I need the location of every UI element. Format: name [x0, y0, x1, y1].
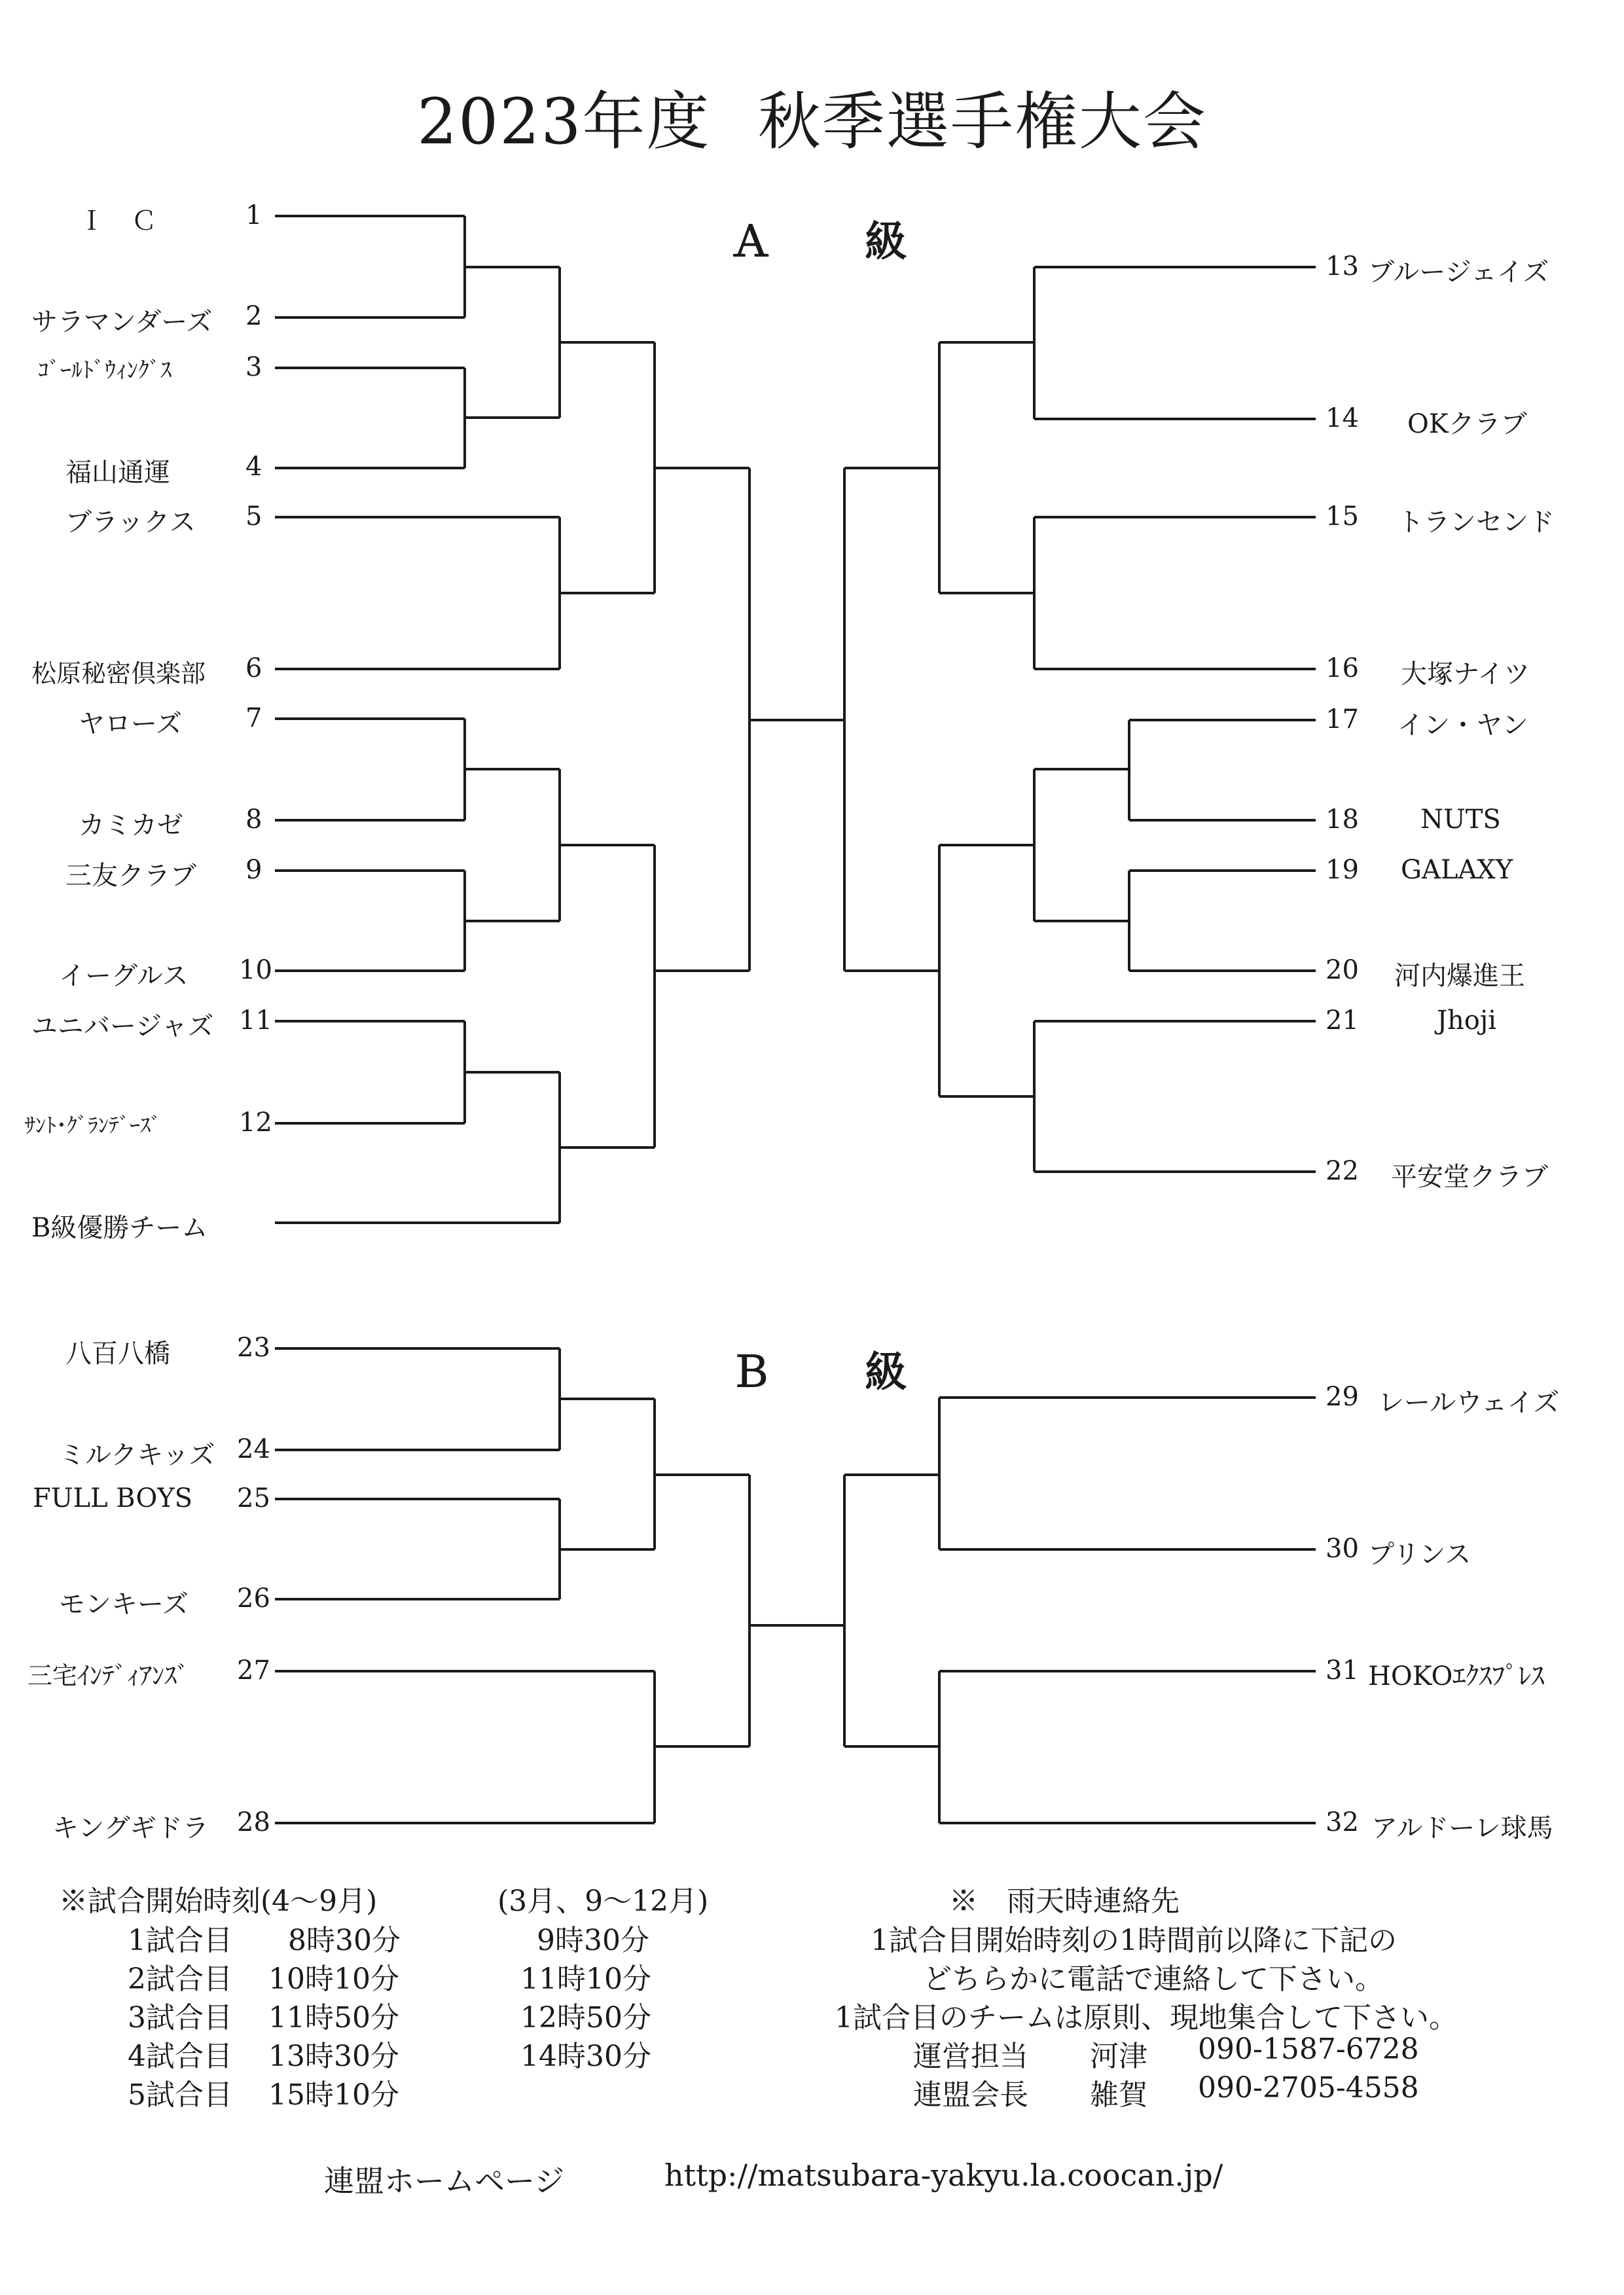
- game-time: 8時30分: [288, 1924, 401, 1957]
- team-name: ミルクキッズ: [59, 1440, 215, 1470]
- team-name: 松原秘密倶楽部: [31, 659, 206, 688]
- game-label: 1試合目: [128, 1924, 232, 1957]
- schedule-header: ※試合開始時刻(4～9月): [59, 1885, 378, 1918]
- team-number: 10: [239, 955, 272, 985]
- homepage-url[interactable]: http://matsubara-yakyu.la.coocan.jp/: [664, 2158, 1223, 2193]
- game-label: 5試合目: [128, 2078, 232, 2112]
- team-number: 7: [245, 703, 262, 733]
- team-number: 16: [1326, 653, 1359, 683]
- team-number: 24: [237, 1434, 270, 1464]
- team-number: 4: [245, 452, 262, 482]
- b-winner-slot: B級優勝チーム: [31, 1213, 208, 1243]
- team-name: OKクラブ: [1407, 409, 1527, 439]
- a-class-left-bracket: [275, 216, 844, 1223]
- team-number: 6: [245, 653, 262, 683]
- game-label: 2試合目: [128, 1962, 232, 1996]
- team-name: プリンス: [1368, 1540, 1471, 1570]
- team-name: HOKOｴｸｽﾌﾟﾚｽ: [1368, 1661, 1545, 1691]
- rain-header: ※ 雨天時連絡先: [949, 1885, 1180, 1918]
- team-name: 平安堂クラブ: [1391, 1162, 1548, 1192]
- team-name: ユニバージャズ: [31, 1011, 214, 1041]
- contact-name: 雑賀: [1090, 2078, 1147, 2112]
- game-label: 3試合目: [128, 2001, 232, 2034]
- team-number: 26: [237, 1583, 270, 1614]
- team-number: 20: [1326, 955, 1359, 985]
- a-class-label: Ａ 級: [730, 217, 947, 266]
- team-number: 29: [1326, 1382, 1359, 1412]
- team-name: イン・ヤン: [1398, 710, 1528, 740]
- team-name: GALAXY: [1401, 855, 1513, 885]
- contact-name: 河津: [1090, 2040, 1147, 2073]
- team-name: アルドーレ球馬: [1371, 1813, 1553, 1843]
- team-name: サラマンダーズ: [31, 307, 213, 337]
- team-number: 5: [245, 501, 262, 532]
- b-class-left-bracket: [275, 1348, 844, 1823]
- team-name: 大塚ナイツ: [1401, 659, 1530, 689]
- game-time: 15時10分: [268, 2078, 399, 2112]
- team-number: 14: [1326, 403, 1359, 433]
- title-name: 秋季選手権大会: [757, 85, 1207, 158]
- game-time: 11時50分: [268, 2001, 399, 2034]
- game-time-alt: 14時30分: [520, 2040, 651, 2073]
- team-number: 21: [1326, 1005, 1359, 1036]
- team-number: 8: [245, 804, 262, 835]
- team-number: 9: [245, 855, 262, 885]
- team-number: 30: [1326, 1534, 1359, 1564]
- team-name: レールウェイズ: [1378, 1388, 1560, 1418]
- team-number: 28: [237, 1807, 270, 1837]
- team-name: Jhoji: [1437, 1005, 1497, 1036]
- title-year: 2023年度: [417, 85, 711, 158]
- team-number: 11: [239, 1005, 272, 1036]
- contact-phone: 090-2705-4558: [1198, 2071, 1419, 2105]
- team-name: FULL BOYS: [33, 1483, 193, 1513]
- team-name: 三宅ｲﾝﾃﾞｨｱﾝｽﾞ: [27, 1661, 190, 1690]
- game-label: 4試合目: [128, 2040, 232, 2073]
- team-name: トランセンド: [1398, 507, 1555, 537]
- team-number: 19: [1326, 855, 1359, 885]
- team-number: 3: [245, 352, 262, 382]
- team-name: カミカゼ: [79, 810, 183, 840]
- team-name: モンキーズ: [59, 1589, 189, 1619]
- team-number: 31: [1326, 1655, 1359, 1686]
- team-name: イーグルス: [59, 961, 189, 991]
- team-number: 27: [237, 1655, 270, 1686]
- schedule-header-alt: (3月、9～12月): [497, 1885, 709, 1918]
- team-name: NUTS: [1420, 804, 1501, 835]
- team-number: 13: [1326, 251, 1359, 281]
- team-name: ブラックス: [65, 507, 196, 537]
- team-number: 18: [1326, 804, 1359, 835]
- game-time-alt: 9時30分: [537, 1924, 649, 1957]
- rain-line: 1試合目開始時刻の1時間前以降に下記の: [871, 1924, 1397, 1957]
- rain-line: どちらかに電話で連絡して下さい。: [923, 1962, 1384, 1996]
- team-number: 32: [1326, 1807, 1359, 1837]
- team-name: Ｉ Ｃ: [79, 206, 157, 236]
- team-number: 25: [237, 1483, 270, 1513]
- team-name: ヤローズ: [79, 709, 182, 739]
- game-time-alt: 12時50分: [520, 2001, 651, 2034]
- rain-line: 1試合目のチームは原則、現地集合して下さい。: [835, 2001, 1458, 2034]
- team-name: 河内爆進王: [1394, 961, 1525, 991]
- team-name: 三友クラブ: [65, 861, 196, 891]
- team-name: ｻﾝﾄ･ｸﾞﾗﾝﾃﾞｰｽﾞ: [25, 1113, 162, 1138]
- game-time-alt: 11時10分: [520, 1962, 651, 1996]
- team-name: ブルージェイズ: [1368, 257, 1549, 287]
- contact-role: 運営担当: [913, 2040, 1028, 2073]
- team-name: 福山通運: [65, 458, 170, 488]
- team-number: 22: [1326, 1156, 1359, 1186]
- game-time: 10時10分: [268, 1962, 399, 1996]
- team-name: ｺﾞｰﾙﾄﾞｳｨﾝｸﾞｽ: [38, 357, 171, 384]
- b-class-right-bracket: [844, 1398, 1316, 1823]
- b-class-label: Ｂ 級: [730, 1348, 947, 1397]
- team-number: 15: [1326, 501, 1359, 532]
- game-time: 13時30分: [268, 2040, 399, 2073]
- team-number: 2: [245, 301, 262, 331]
- contact-phone: 090-1587-6728: [1198, 2033, 1419, 2066]
- contact-role: 連盟会長: [913, 2078, 1028, 2112]
- team-number: 17: [1326, 704, 1359, 734]
- team-name: キングギドラ: [52, 1813, 209, 1843]
- team-number: 23: [237, 1333, 270, 1363]
- team-name: 八百八橋: [65, 1339, 170, 1369]
- homepage-label: 連盟ホームページ: [324, 2163, 565, 2199]
- team-number: 12: [239, 1108, 272, 1138]
- team-number: 1: [245, 200, 262, 230]
- a-class-right-bracket: [844, 267, 1316, 1172]
